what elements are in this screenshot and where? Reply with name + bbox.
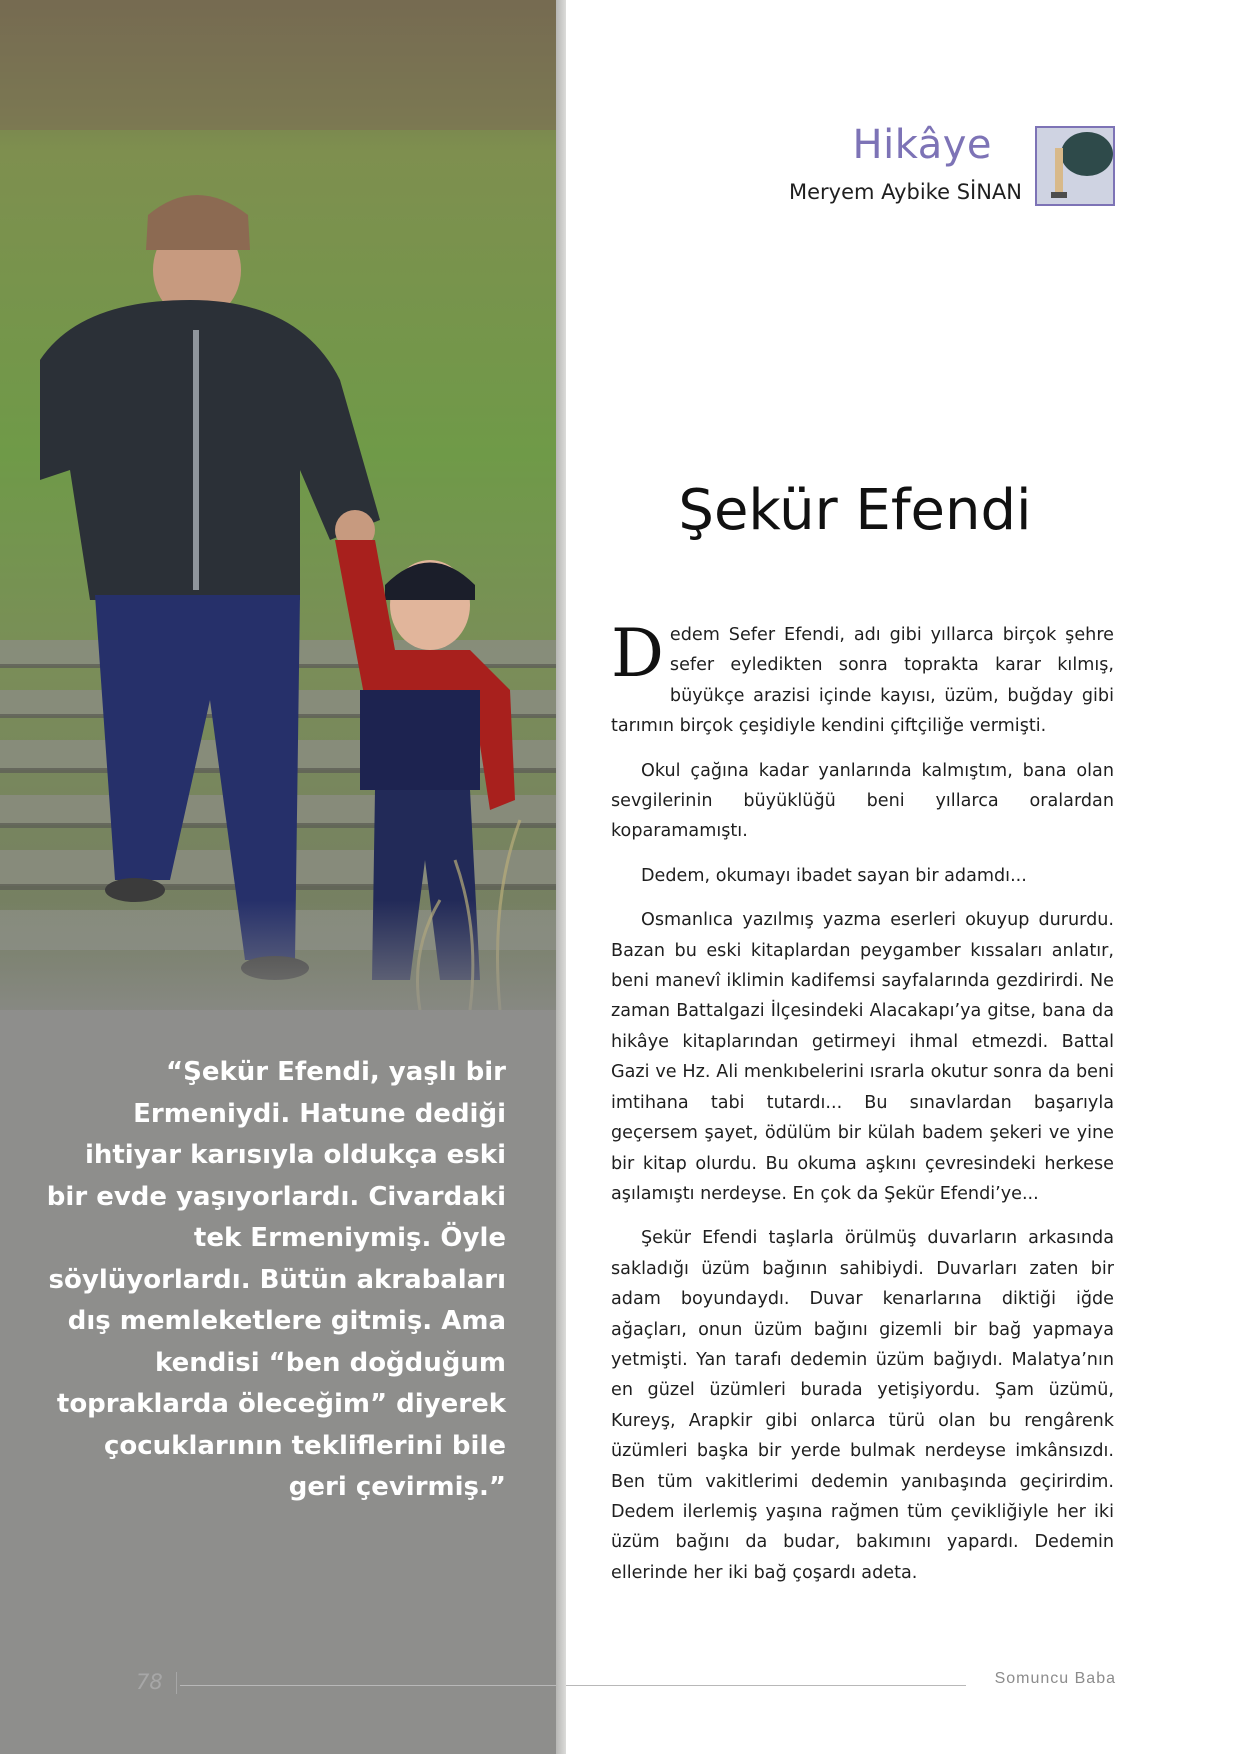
footer-rule-left xyxy=(180,1685,556,1686)
photo-column xyxy=(0,0,556,1754)
cover-photo xyxy=(0,0,556,1010)
photo-fade xyxy=(0,900,556,1050)
article-paragraph: Osmanlıca yazılmış yazma eserleri okuyup dururdu. Bazan bu eski kitaplardan peygamber kıssaları anlatır, beni manevî iklimin kadifemsi sayfalarında gezdirirdi. Ne zaman Battalgazi İlçesindeki Alacakapı’ya gitse, bana da hikâye kitaplarından getirmeyi ihmal etmezdi. Battal Gazi ve Hz. Ali menkıbelerini ısrarla okutur sonra da beni imtihana tabi tutardı... Bu sınavlardan başarıyla geçersem şayet, ödülüm bir külah badem şekeri ve yine bir kitap olurdu. Bu okuma aşkını çevresindeki herkese aşılamıştı nerdeyse. En çok da Şekür Efendi’ye... xyxy=(611,910,1114,1204)
page-number: 78 xyxy=(136,1670,163,1694)
footer-rule-right xyxy=(566,1685,966,1686)
paragraph-text: edem Sefer Efendi, adı gibi yıllarca birçok şehre sefer eyledikten sonra toprakta karar kılmış, büyükçe arazisi içinde kayısı, üzüm, buğday gibi tarımın birçok çeşidiyle kendini çiftçiliğe vermişti. xyxy=(611,625,1114,737)
page-number-divider xyxy=(176,1672,177,1694)
article-title: Şekür Efendi xyxy=(678,478,1032,543)
article-paragraph: Okul çağına kadar yanlarında kalmıştım, bana olan sevgilerinin büyüklüğü beni yıllarca oralardan koparamamıştı. xyxy=(611,760,1114,842)
author-byline: Meryem Aybike SİNAN xyxy=(789,180,1022,204)
article-body xyxy=(611,615,1114,1602)
section-thumbnail xyxy=(1035,126,1115,206)
section-label: Hikâye xyxy=(852,122,992,168)
magazine-name: Somuncu Baba xyxy=(994,1670,1116,1687)
column-divider xyxy=(556,0,566,1754)
article-paragraph: Dedem, okumayı ibadet sayan bir adamdı... xyxy=(641,865,1027,886)
article-paragraph xyxy=(611,615,1114,742)
pull-quote: “Şekür Efendi, yaşlı bir Ermeniydi. Hatune dediği ihtiyar karısıyla oldukça eski bir evde yaşıyorlardı. Civardaki tek Ermeniymiş. Öyle söylüyorlardı. Bütün akrabaları dış memleketlere gitmiş. Ama kendisi “ben doğduğum topraklarda öleceğim” diyerek çocuklarının tekliflerini bile geri çevirmiş.” xyxy=(46,1057,506,1502)
article-paragraph: Şekür Efendi taşlarla örülmüş duvarların arkasında sakladığı üzüm bağının sahibiydi. Duvarları zaten bir adam boyundaydı. Duvar kenarlarına diktiği iğde ağaçları, onun üzüm bağını gizemli bir bağ yapmaya yetmişti. Yan tarafı dedemin üzüm bağıydı. Malatya’nın en güzel üzümleri burada yetişiyordu. Şam üzümü, Kureyş, Arapkir gibi onlarca türü olan bu rengârenk üzümleri başka bir yerde bulmak nerdeyse imkânsızdı. Ben tüm vakitlerimi dedemin yanıbaşında geçirirdim. Dedem ilerlemiş yaşına rağmen tüm çevikliğiyle her iki üzüm bağını da budar, bakımını yapardı. Dedemin ellerinde her iki bağ çoşardı adeta. xyxy=(611,1228,1114,1583)
drop-cap: D xyxy=(611,615,664,692)
